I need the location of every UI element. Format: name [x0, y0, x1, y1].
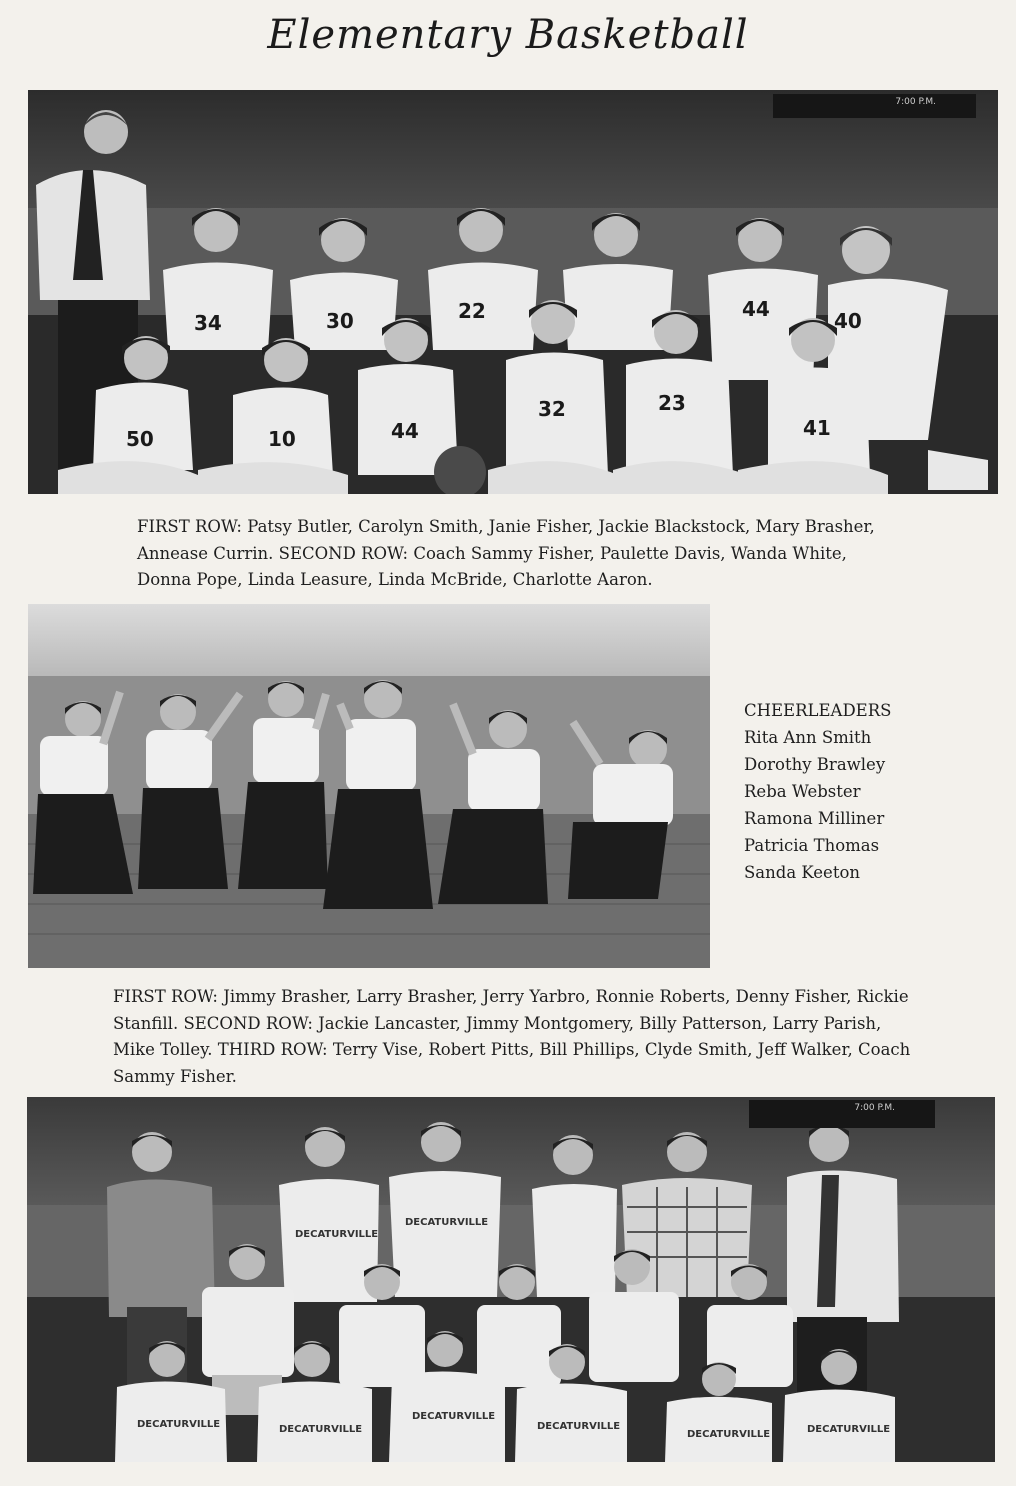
- boys-team-photo: [27, 1097, 995, 1462]
- shirt-lettering: DECATURVILLE: [279, 1424, 363, 1435]
- jersey-number: 23: [658, 391, 686, 415]
- cheerleader-name: Dorothy Brawley: [744, 755, 886, 774]
- jersey-number: 44: [742, 297, 770, 321]
- shirt-lettering: DECATURVILLE: [807, 1424, 891, 1435]
- cheerleader-name: Ramona Milliner: [744, 809, 885, 828]
- shirt-lettering: DECATURVILLE: [137, 1419, 221, 1430]
- cheerleader-name: Reba Webster: [744, 782, 861, 801]
- jersey-number: 22: [458, 299, 486, 323]
- jersey-number: 10: [268, 427, 296, 451]
- cheerleaders-list: [744, 697, 1004, 886]
- jersey-number: 44: [391, 419, 419, 443]
- jersey-number: 41: [803, 416, 831, 440]
- jersey-number: 32: [538, 397, 566, 421]
- cheerleaders-photo: [28, 604, 710, 968]
- cheerleader-name: Sanda Keeton: [744, 863, 861, 882]
- scoreboard-clock: 7:00 P.M.: [749, 1100, 935, 1128]
- cheerleader-name: Patricia Thomas: [744, 836, 880, 855]
- jersey-number: 34: [194, 311, 222, 335]
- jersey-number: 40: [834, 309, 862, 333]
- shirt-lettering: DECATURVILLE: [405, 1217, 489, 1228]
- jersey-number: 50: [126, 427, 154, 451]
- girls-team-caption-text: FIRST ROW: Patsy Butler, Carolyn Smith, Janie Fisher, Jackie Blackstock, Mary Brasher, Annease Currin. SECOND ROW: Coach Sammy Fisher, Paulette Davis, Wanda White, Donna Pope, Linda Leasure, Linda McBride, Charlotte Aaron.: [137, 517, 875, 589]
- cheerleaders-heading: CHEERLEADERS: [744, 701, 892, 720]
- boys-team-caption: [113, 984, 913, 1090]
- scoreboard-clock: 7:00 P.M.: [773, 94, 976, 118]
- shirt-lettering: DECATURVILLE: [687, 1429, 771, 1440]
- boys-team-caption-text: FIRST ROW: Jimmy Brasher, Larry Brasher, Jerry Yarbro, Ronnie Roberts, Denny Fisher, Rickie Stanfill. SECOND ROW: Jackie Lancaster, Jimmy Montgomery, Billy Patterson, Larry Parish, Mike Tolley. THIRD ROW: Terry Vise, Robert Pitts, Bill Phillips, Clyde Smith, Jeff Walker, Coach Sammy Fisher.: [113, 987, 911, 1086]
- shirt-lettering: DECATURVILLE: [295, 1229, 379, 1240]
- page-title: Elementary Basketball: [267, 12, 749, 58]
- cheerleader-name: Rita Ann Smith: [744, 728, 872, 747]
- girls-team-photo: [28, 90, 998, 494]
- shirt-lettering: DECATURVILLE: [412, 1411, 496, 1422]
- girls-team-caption: [137, 514, 897, 594]
- shirt-lettering: DECATURVILLE: [537, 1421, 621, 1432]
- jersey-number: 30: [326, 309, 354, 333]
